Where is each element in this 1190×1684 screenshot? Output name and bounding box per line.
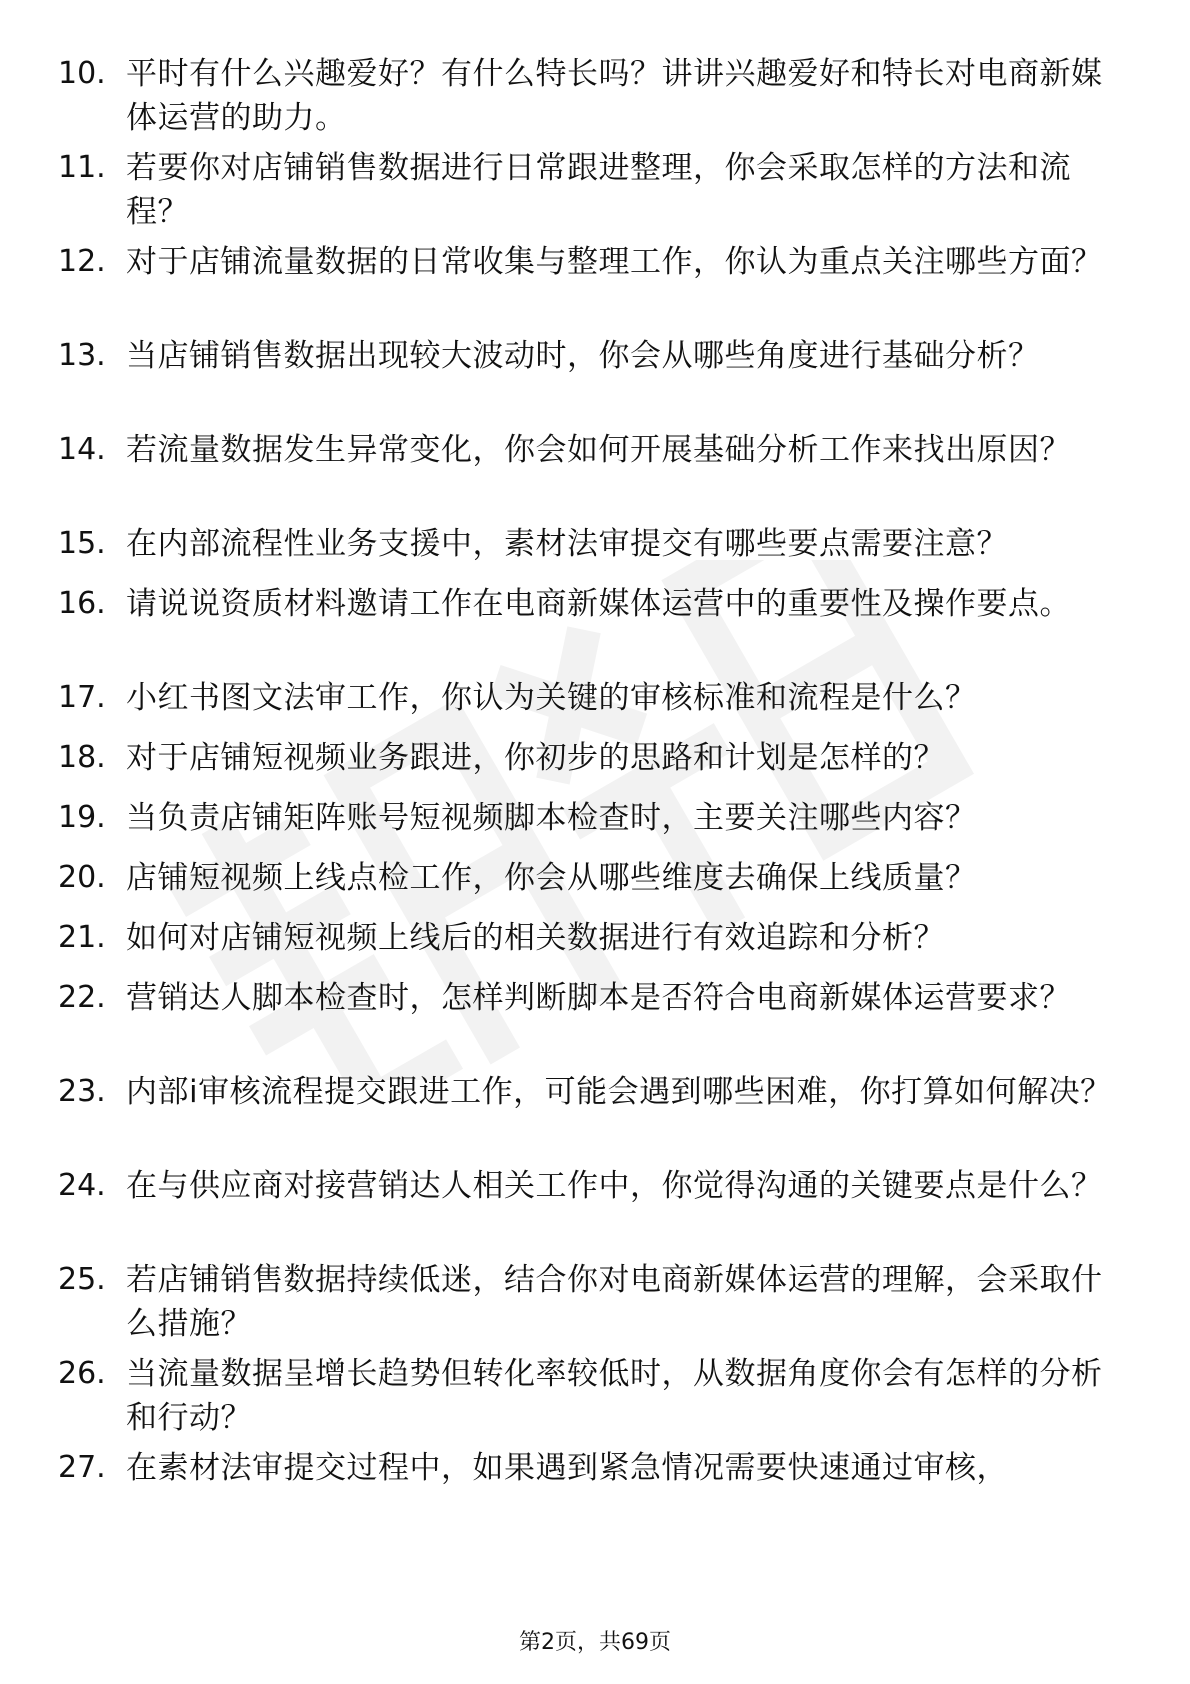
question-number: 25. [58,1262,106,1297]
page-footer [0,1628,1190,1658]
question-text: 当流量数据呈增长趋势但转化率较低时，从数据角度你会有怎样的分析和行动？ [126,1356,1103,1436]
question-text: 若流量数据发生异常变化，你会如何开展基础分析工作来找出原因？ [126,432,1071,468]
question-text: 内部i审核流程提交跟进工作，可能会遇到哪些困难，你打算如何解决？ [126,1074,1112,1110]
question-text: 在素材法审提交过程中，如果遇到紧急情况需要快速通过审核， [126,1450,1008,1486]
question-number: 15. [58,526,106,561]
question-text: 平时有什么兴趣爱好？有什么特长吗？讲讲兴趣爱好和特长对电商新媒体运营的助力。 [126,56,1103,136]
question-text: 当店铺销售数据出现较大波动时，你会从哪些角度进行基础分析？ [126,338,1040,374]
question-number: 27. [58,1450,106,1485]
question-number: 24. [58,1168,106,1203]
question-number: 14. [58,432,106,467]
question-text: 对于店铺短视频业务跟进，你初步的思路和计划是怎样的？ [126,740,945,776]
question-text: 对于店铺流量数据的日常收集与整理工作，你认为重点关注哪些方面？ [126,244,1103,280]
question-number: 18. [58,740,106,775]
question-number: 11. [58,150,106,185]
question-number: 21. [58,920,106,955]
question-number: 19. [58,800,106,835]
question-number: 20. [58,860,106,895]
question-text: 营销达人脚本检查时，怎样判断脚本是否符合电商新媒体运营要求？ [126,980,1071,1016]
question-text: 在与供应商对接营销达人相关工作中，你觉得沟通的关键要点是什么？ [126,1168,1103,1204]
question-text: 在内部流程性业务支援中，素材法审提交有哪些要点需要注意？ [126,526,1008,562]
question-number: 17. [58,680,106,715]
question-number: 10. [58,56,106,91]
page-number-label: 第2页，共69页 [519,1630,671,1655]
question-text: 当负责店铺矩阵账号短视频脚本检查时，主要关注哪些内容？ [126,800,977,836]
question-text: 若要你对店铺销售数据进行日常跟进整理，你会采取怎样的方法和流程？ [126,150,1071,230]
question-text: 请说说资质材料邀请工作在电商新媒体运营中的重要性及操作要点。 [126,586,1071,622]
question-number: 13. [58,338,106,373]
question-number: 22. [58,980,106,1015]
question-number: 16. [58,586,106,621]
question-number: 12. [58,244,106,279]
question-text: 小红书图文法审工作，你认为关键的审核标准和流程是什么？ [126,680,977,716]
question-text: 若店铺销售数据持续低迷，结合你对电商新媒体运营的理解，会采取什么措施？ [126,1262,1103,1342]
question-text: 如何对店铺短视频上线后的相关数据进行有效追踪和分析？ [126,920,945,956]
question-text: 店铺短视频上线点检工作，你会从哪些维度去确保上线质量？ [126,860,977,896]
question-number: 26. [58,1356,106,1391]
question-number: 23. [58,1074,106,1109]
